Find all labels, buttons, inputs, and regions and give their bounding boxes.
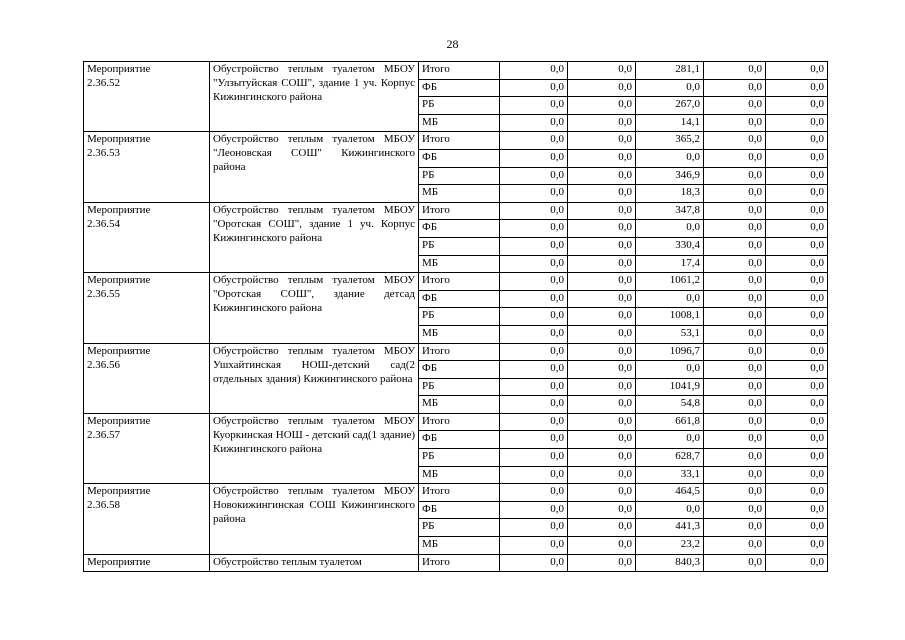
table-row (84, 62, 828, 80)
amount-cell: 23,2 (636, 537, 704, 555)
amount-cell: 0,0 (766, 114, 828, 132)
amount-cell: 0,0 (704, 255, 766, 273)
table-row (84, 202, 828, 220)
amount-cell: 0,0 (568, 325, 636, 343)
amount-cell: 0,0 (704, 308, 766, 326)
event-code-cell (84, 554, 210, 572)
event-code-cell (84, 343, 210, 413)
amount-cell: 0,0 (636, 290, 704, 308)
amount-cell: 441,3 (636, 519, 704, 537)
amount-cell: 0,0 (766, 308, 828, 326)
table-row (84, 273, 828, 291)
amount-cell: 0,0 (704, 466, 766, 484)
amount-cell: 0,0 (568, 308, 636, 326)
amount-cell: 0,0 (500, 62, 568, 80)
funding-source: Итого (419, 343, 500, 361)
amount-cell: 281,1 (636, 62, 704, 80)
amount-cell: 0,0 (766, 413, 828, 431)
amount-cell: 0,0 (568, 413, 636, 431)
amount-cell: 267,0 (636, 97, 704, 115)
amount-cell: 0,0 (568, 537, 636, 555)
amount-cell: 0,0 (766, 62, 828, 80)
amount-cell: 0,0 (704, 237, 766, 255)
event-label: Мероприятие (87, 63, 151, 75)
amount-cell: 0,0 (568, 167, 636, 185)
budget-table-body (84, 62, 828, 572)
amount-cell: 1041,9 (636, 378, 704, 396)
amount-cell: 0,0 (766, 290, 828, 308)
amount-cell: 0,0 (704, 431, 766, 449)
amount-cell: 0,0 (766, 255, 828, 273)
amount-cell: 0,0 (704, 185, 766, 203)
event-code-cell (84, 484, 210, 554)
amount-cell: 0,0 (766, 449, 828, 467)
event-code: 2.36.58 (87, 499, 120, 512)
event-description: Обустройство теплым туалетом МБОУ "Улзытуйская СОШ", здание 1 уч. Корпус Кижингинского района (210, 62, 419, 132)
amount-cell: 0,0 (766, 431, 828, 449)
budget-table (83, 61, 828, 572)
amount-cell: 0,0 (766, 220, 828, 238)
event-description: Обустройство теплым туалетом МБОУ "Леоновская СОШ" Кижингинского района (210, 132, 419, 202)
event-code-cell (84, 132, 210, 202)
amount-cell: 0,0 (500, 185, 568, 203)
amount-cell: 0,0 (568, 132, 636, 150)
amount-cell: 0,0 (500, 237, 568, 255)
amount-cell: 0,0 (500, 519, 568, 537)
amount-cell: 33,1 (636, 466, 704, 484)
amount-cell: 0,0 (500, 361, 568, 379)
amount-cell: 0,0 (500, 308, 568, 326)
amount-cell: 0,0 (500, 202, 568, 220)
amount-cell: 0,0 (704, 501, 766, 519)
amount-cell: 0,0 (568, 202, 636, 220)
event-description: Обустройство теплым туалетом МБОУ "Оротская СОШ", здание детсад Кижингинского района (210, 273, 419, 343)
amount-cell: 0,0 (500, 537, 568, 555)
funding-source: РБ (419, 167, 500, 185)
funding-source: ФБ (419, 79, 500, 97)
amount-cell: 0,0 (636, 361, 704, 379)
funding-source: РБ (419, 449, 500, 467)
event-code: 2.36.56 (87, 358, 120, 371)
amount-cell: 0,0 (636, 149, 704, 167)
amount-cell: 0,0 (568, 237, 636, 255)
amount-cell: 0,0 (766, 185, 828, 203)
amount-cell: 0,0 (500, 132, 568, 150)
amount-cell: 0,0 (704, 396, 766, 414)
funding-source: МБ (419, 185, 500, 203)
event-code: 2.36.57 (87, 428, 120, 441)
amount-cell: 0,0 (704, 361, 766, 379)
amount-cell: 54,8 (636, 396, 704, 414)
amount-cell: 0,0 (704, 537, 766, 555)
amount-cell: 0,0 (568, 97, 636, 115)
funding-source: ФБ (419, 501, 500, 519)
event-code-cell (84, 62, 210, 132)
amount-cell: 17,4 (636, 255, 704, 273)
amount-cell: 18,3 (636, 185, 704, 203)
amount-cell: 0,0 (704, 325, 766, 343)
amount-cell: 0,0 (766, 396, 828, 414)
amount-cell: 0,0 (766, 97, 828, 115)
amount-cell: 0,0 (766, 537, 828, 555)
amount-cell: 0,0 (568, 220, 636, 238)
amount-cell: 0,0 (704, 149, 766, 167)
amount-cell: 0,0 (766, 79, 828, 97)
amount-cell: 0,0 (568, 449, 636, 467)
amount-cell: 0,0 (568, 361, 636, 379)
amount-cell: 0,0 (704, 97, 766, 115)
amount-cell: 0,0 (568, 554, 636, 572)
amount-cell: 0,0 (568, 290, 636, 308)
event-description: Обустройство теплым туалетом (210, 554, 419, 572)
amount-cell: 1008,1 (636, 308, 704, 326)
amount-cell: 0,0 (704, 484, 766, 502)
amount-cell: 0,0 (766, 378, 828, 396)
amount-cell: 0,0 (500, 290, 568, 308)
amount-cell: 0,0 (766, 202, 828, 220)
amount-cell: 1061,2 (636, 273, 704, 291)
funding-source: Итого (419, 554, 500, 572)
amount-cell: 0,0 (568, 149, 636, 167)
amount-cell: 14,1 (636, 114, 704, 132)
funding-source: Итого (419, 484, 500, 502)
funding-source: РБ (419, 237, 500, 255)
funding-source: ФБ (419, 149, 500, 167)
amount-cell: 0,0 (568, 62, 636, 80)
amount-cell: 0,0 (704, 413, 766, 431)
amount-cell: 0,0 (568, 519, 636, 537)
event-code: 2.36.54 (87, 217, 120, 230)
event-description: Обустройство теплым туалетом МБОУ Ушхайтинская НОШ-детский сад(2 отдельных здания) Кижингинского района (210, 343, 419, 413)
amount-cell: 0,0 (704, 519, 766, 537)
amount-cell: 0,0 (704, 290, 766, 308)
amount-cell: 365,2 (636, 132, 704, 150)
page-number: 28 (446, 37, 459, 51)
amount-cell: 840,3 (636, 554, 704, 572)
amount-cell: 0,0 (636, 220, 704, 238)
amount-cell: 0,0 (766, 325, 828, 343)
amount-cell: 0,0 (500, 220, 568, 238)
amount-cell: 0,0 (766, 343, 828, 361)
funding-source: РБ (419, 308, 500, 326)
amount-cell: 0,0 (766, 132, 828, 150)
amount-cell: 53,1 (636, 325, 704, 343)
amount-cell: 0,0 (704, 378, 766, 396)
funding-source: РБ (419, 519, 500, 537)
amount-cell: 0,0 (568, 255, 636, 273)
funding-source: МБ (419, 255, 500, 273)
amount-cell: 0,0 (568, 396, 636, 414)
amount-cell: 0,0 (704, 202, 766, 220)
event-description: Обустройство теплым туалетом МБОУ "Оротская СОШ", здание 1 уч. Корпус Кижингинского района (210, 202, 419, 272)
amount-cell: 0,0 (500, 79, 568, 97)
amount-cell: 0,0 (766, 501, 828, 519)
amount-cell: 0,0 (704, 79, 766, 97)
funding-source: Итого (419, 273, 500, 291)
funding-source: МБ (419, 114, 500, 132)
amount-cell: 0,0 (766, 273, 828, 291)
amount-cell: 0,0 (568, 185, 636, 203)
amount-cell: 0,0 (500, 449, 568, 467)
event-label: Мероприятие (87, 133, 151, 146)
amount-cell: 0,0 (500, 484, 568, 502)
funding-source: ФБ (419, 431, 500, 449)
amount-cell: 0,0 (766, 167, 828, 185)
amount-cell: 0,0 (568, 378, 636, 396)
amount-cell: 1096,7 (636, 343, 704, 361)
funding-source: МБ (419, 325, 500, 343)
amount-cell: 0,0 (500, 273, 568, 291)
amount-cell: 0,0 (704, 220, 766, 238)
funding-source: МБ (419, 466, 500, 484)
amount-cell: 0,0 (704, 167, 766, 185)
event-code: 2.36.52 (87, 77, 120, 89)
amount-cell: 0,0 (704, 273, 766, 291)
amount-cell: 0,0 (636, 431, 704, 449)
amount-cell: 0,0 (636, 501, 704, 519)
amount-cell: 0,0 (500, 554, 568, 572)
amount-cell: 0,0 (500, 97, 568, 115)
event-description: Обустройство теплым туалетом МБОУ Новокижингинская СОШ Кижингинского района (210, 484, 419, 554)
funding-source: МБ (419, 537, 500, 555)
funding-source: РБ (419, 97, 500, 115)
amount-cell: 0,0 (568, 343, 636, 361)
amount-cell: 0,0 (500, 325, 568, 343)
amount-cell: 0,0 (766, 554, 828, 572)
funding-source: Итого (419, 413, 500, 431)
funding-source: ФБ (419, 361, 500, 379)
table-row (84, 132, 828, 150)
amount-cell: 0,0 (766, 519, 828, 537)
funding-source: РБ (419, 378, 500, 396)
amount-cell: 0,0 (568, 79, 636, 97)
amount-cell: 0,0 (500, 466, 568, 484)
event-code-cell (84, 413, 210, 483)
amount-cell: 0,0 (704, 62, 766, 80)
amount-cell: 0,0 (704, 449, 766, 467)
amount-cell: 0,0 (500, 167, 568, 185)
table-row (84, 413, 828, 431)
funding-source: МБ (419, 396, 500, 414)
amount-cell: 0,0 (568, 273, 636, 291)
amount-cell: 0,0 (500, 255, 568, 273)
amount-cell: 0,0 (636, 79, 704, 97)
amount-cell: 464,5 (636, 484, 704, 502)
amount-cell: 0,0 (500, 413, 568, 431)
event-code: 2.36.53 (87, 147, 120, 160)
funding-source: Итого (419, 62, 500, 80)
funding-source: Итого (419, 202, 500, 220)
amount-cell: 0,0 (704, 343, 766, 361)
funding-source: Итого (419, 132, 500, 150)
amount-cell: 661,8 (636, 413, 704, 431)
event-code: 2.36.55 (87, 288, 120, 301)
amount-cell: 0,0 (568, 431, 636, 449)
amount-cell: 0,0 (500, 501, 568, 519)
amount-cell: 346,9 (636, 167, 704, 185)
event-label: Мероприятие (87, 203, 151, 216)
amount-cell: 0,0 (500, 343, 568, 361)
funding-source: ФБ (419, 290, 500, 308)
amount-cell: 0,0 (500, 431, 568, 449)
amount-cell: 0,0 (568, 466, 636, 484)
amount-cell: 0,0 (500, 378, 568, 396)
amount-cell: 0,0 (704, 132, 766, 150)
amount-cell: 0,0 (500, 114, 568, 132)
table-row (84, 554, 828, 572)
amount-cell: 0,0 (704, 554, 766, 572)
event-code-cell (84, 202, 210, 272)
event-label: Мероприятие (87, 555, 151, 568)
amount-cell: 0,0 (766, 466, 828, 484)
amount-cell: 0,0 (568, 501, 636, 519)
amount-cell: 347,8 (636, 202, 704, 220)
amount-cell: 0,0 (500, 149, 568, 167)
event-label: Мероприятие (87, 344, 151, 357)
funding-source: ФБ (419, 220, 500, 238)
amount-cell: 330,4 (636, 237, 704, 255)
amount-cell: 0,0 (766, 361, 828, 379)
amount-cell: 0,0 (766, 237, 828, 255)
table-row (84, 484, 828, 502)
table-row (84, 343, 828, 361)
event-code-cell (84, 273, 210, 343)
amount-cell: 0,0 (500, 396, 568, 414)
amount-cell: 0,0 (766, 484, 828, 502)
amount-cell: 0,0 (568, 114, 636, 132)
amount-cell: 0,0 (766, 149, 828, 167)
amount-cell: 628,7 (636, 449, 704, 467)
amount-cell: 0,0 (704, 114, 766, 132)
event-label: Мероприятие (87, 274, 151, 287)
amount-cell: 0,0 (568, 484, 636, 502)
event-label: Мероприятие (87, 485, 151, 498)
event-description: Обустройство теплым туалетом МБОУ Куоркинская НОШ - детский сад(1 здание) Кижингинского района (210, 413, 419, 483)
event-label: Мероприятие (87, 414, 151, 427)
